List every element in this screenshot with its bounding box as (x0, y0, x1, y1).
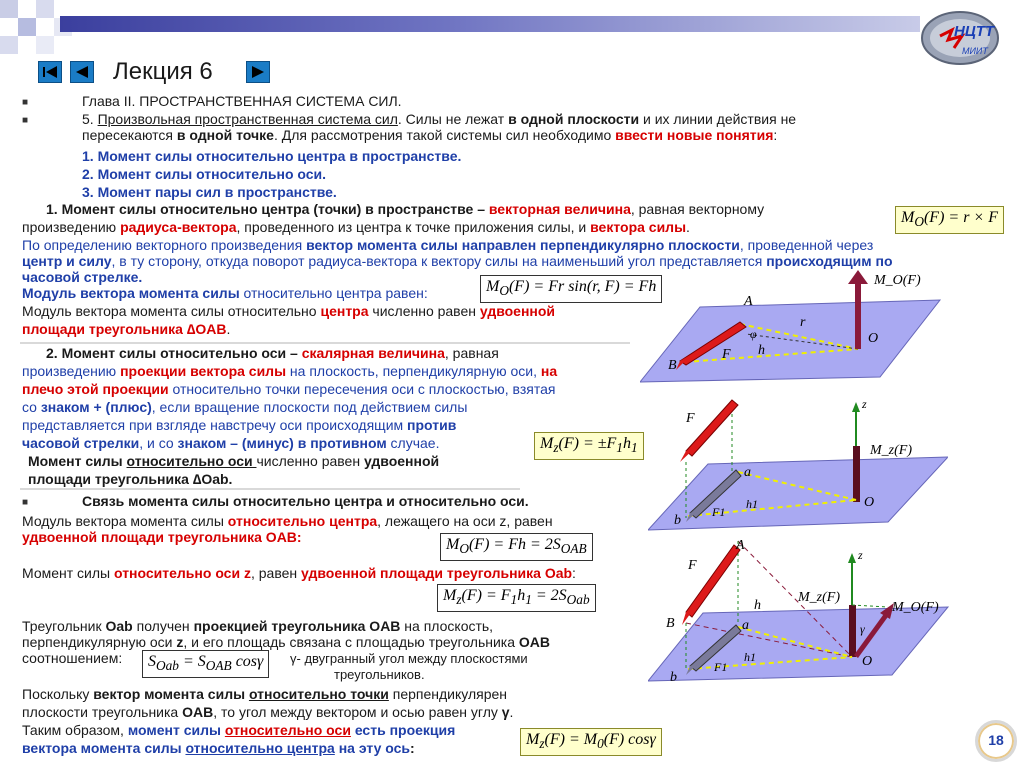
svg-text:A: A (736, 538, 745, 553)
svg-text:B: B (668, 358, 677, 373)
gamma-note-1: γ- двугранный угол между плоскостями (290, 651, 528, 666)
svg-text:M_O(F): M_O(F) (892, 600, 939, 615)
section-5-line-2: пересекаются в одной точке. Для рассмотрения такой системы сил необходимо ввести новые понятия: (82, 127, 778, 143)
skip-back-icon (39, 62, 61, 82)
formula-moment-modulus: $M_O(F) = Fr$ sin(r, F) = Fh (480, 275, 662, 303)
section-2-divider (20, 488, 520, 490)
svg-text:M_z(F): M_z(F) (798, 590, 840, 605)
moment-arrowhead (848, 270, 868, 284)
header-bar (60, 16, 920, 32)
svg-text:F: F (688, 558, 697, 573)
svg-text:M_z(F): M_z(F) (870, 443, 912, 458)
s2-line-1: 2. Момент силы относительно оси – скалярная величина, равная (46, 345, 499, 361)
svg-text:z: z (858, 548, 863, 562)
s3-line-9: Таким образом, момент силы относительно оси есть проекция (22, 722, 456, 738)
svg-text:φ: φ (750, 327, 757, 341)
chapter-heading: Глава II. ПРОСТРАНСТВЕННАЯ СИСТЕМА СИЛ. (82, 93, 402, 109)
svg-text:O: O (864, 495, 875, 510)
s1-line-1: 1. Момент силы относительно центра (точки) в пространстве – векторная величина, равная векторному (46, 201, 765, 217)
svg-text:γ: γ (860, 622, 865, 636)
svg-text:z: z (862, 397, 867, 411)
formula-center-area: $M_O(F) = Fh = 2S_{OAB}$ (440, 533, 593, 561)
formula-area-relation: $S_{Oab} = S_{OAB}$ cosγ (142, 650, 269, 678)
svg-text:a: a (744, 465, 751, 480)
s2-line-8: площади треугольника ∆Oab. (28, 471, 233, 487)
s2-line-3: плечо этой проекции относительно точки пересечения оси с плоскостью, взятая (22, 381, 556, 397)
s2-line-4: со знаком + (плюс), если вращение плоскости под действием силы (22, 399, 468, 415)
svg-text:h: h (758, 343, 765, 358)
svg-text:F: F (686, 411, 695, 426)
s3-line-1: Модуль вектора момента силы относительно центра, лежащего на оси z, равен (22, 513, 553, 529)
s2-line-5: представляется при взгляде навстречу оси происходящим против (22, 417, 457, 433)
bullet-marker: ■ (22, 115, 29, 126)
concept-2: 2. Момент силы относительно оси. (82, 166, 327, 182)
z-axis-arrowhead (852, 402, 860, 412)
s3-line-4: Треугольник Oab получен проекцией треугольника OAB на плоскость, (22, 618, 494, 634)
s2-line-7: Момент силы относительно оси численно равен удвоенной (28, 453, 440, 469)
moment-axis-vector (853, 446, 860, 502)
moment-axis-vector (849, 605, 856, 657)
svg-text:h1: h1 (744, 650, 756, 664)
svg-text:F1: F1 (712, 505, 726, 519)
concept-1: 1. Момент силы относительно центра в пространстве. (82, 148, 462, 164)
svg-text:r: r (800, 315, 806, 330)
s1-line-8: площади треугольника ∆OAB. (22, 321, 231, 337)
svg-text:h1: h1 (746, 497, 758, 511)
s2-line-6: часовой стрелки, и со знаком – (минус) в противном случае. (22, 435, 440, 451)
svg-text:A: A (744, 294, 753, 309)
plane (648, 607, 948, 681)
s1-line-7: Модуль вектора момента силы относительно центра численно равен удвоенной (22, 303, 556, 319)
svg-text:a: a (742, 618, 749, 633)
arrow-left-icon (71, 62, 93, 82)
section-1-divider (20, 342, 630, 344)
lecture-title: Лекция 6 (113, 58, 213, 85)
s1-line-2: произведению радиуса-вектора, проведенного из центра к точке приложения силы, и вектора силы. (22, 219, 690, 235)
projection-line (852, 605, 888, 607)
formula-final-projection: $M_z(F) = M_0(F)$ cosγ (520, 728, 662, 756)
formula-axis-area: $M_z(F) = F_1h_1 = 2S_{Oab}$ (437, 584, 596, 612)
svg-text:F1: F1 (714, 660, 728, 674)
s2-line-2: произведению проекции вектора силы на плоскость, перпендикулярную оси, на (22, 363, 558, 379)
s1-line-5: часовой стрелке. (22, 269, 143, 285)
s3-line-10: вектора момента силы относительно центра на эту ось: (22, 740, 415, 756)
next-slide-button[interactable] (246, 61, 270, 83)
z-axis-arrowhead (848, 553, 856, 563)
s3-line-6: соотношением: (22, 650, 123, 666)
force-arrow (686, 400, 738, 456)
s1-line-6: Модуль вектора момента силы относительно центра равен: (22, 285, 428, 301)
page-number-badge (975, 720, 1017, 762)
plane (648, 457, 948, 530)
page-number: 18 (988, 732, 1004, 748)
s3-line-3: Момент силы относительно оси z, равен удвоенной площади треугольника Oab: (22, 565, 576, 581)
formula-cross-product: $M_O(F) = r \times F$ (895, 206, 1004, 234)
force-arrow (686, 545, 740, 617)
moment-vector (855, 282, 861, 349)
formula-moment-axis: $M_z(F) = \pm F_1h_1$ (534, 432, 644, 460)
concept-3: 3. Момент пары сил в пространстве. (82, 184, 337, 200)
s3-line-5: перпендикулярную оси z, и его площадь связана с площадью треугольника OAB (22, 634, 551, 650)
bullet-marker: ■ (22, 97, 29, 108)
arrow-right-icon (247, 62, 269, 82)
svg-text:h: h (754, 598, 761, 613)
svg-text:НЦТТ: НЦТТ (954, 23, 995, 40)
section-5-line-1: 5. Произвольная пространственная система сил. Силы не лежат в одной плоскости и их линии действия не (82, 111, 797, 127)
plane (640, 300, 940, 382)
svg-text:M_O(F): M_O(F) (874, 273, 921, 288)
svg-text:МИИТ: МИИТ (962, 46, 988, 56)
first-slide-button[interactable] (38, 61, 62, 83)
logo (918, 6, 1000, 66)
svg-text:b: b (674, 513, 681, 528)
s3-line-8: плоскости треугольника OAB, то угол между вектором и осью равен углу γ. (22, 704, 514, 720)
gamma-note-2: треугольников. (334, 667, 425, 682)
diagram-relation (648, 535, 968, 685)
previous-slide-button[interactable] (70, 61, 94, 83)
s1-line-4: центр и силу, в ту сторону, откуда поворот радиуса-вектора к вектору силы на наименьший угол представляется происходящим по (22, 253, 893, 269)
svg-text:O: O (862, 654, 873, 669)
s3-line-2: удвоенной площади треугольника OAB: (22, 529, 302, 545)
s3-line-7: Поскольку вектор момента силы относительно точки перпендикулярен (22, 686, 508, 702)
svg-text:b: b (670, 670, 677, 685)
diagram-moment-axis (648, 392, 948, 532)
diagram-moment-center (640, 262, 950, 387)
bullet-marker: ■ (22, 497, 29, 508)
svg-text:B: B (666, 616, 675, 631)
svg-text:F: F (722, 347, 731, 362)
s1-line-3: По определению векторного произведения вектор момента силы направлен перпендикулярно плоскости, проведенной через (22, 237, 874, 253)
svg-text:O: O (868, 331, 879, 346)
s3-title: Связь момента силы относительно центра и относительно оси. (82, 493, 529, 509)
